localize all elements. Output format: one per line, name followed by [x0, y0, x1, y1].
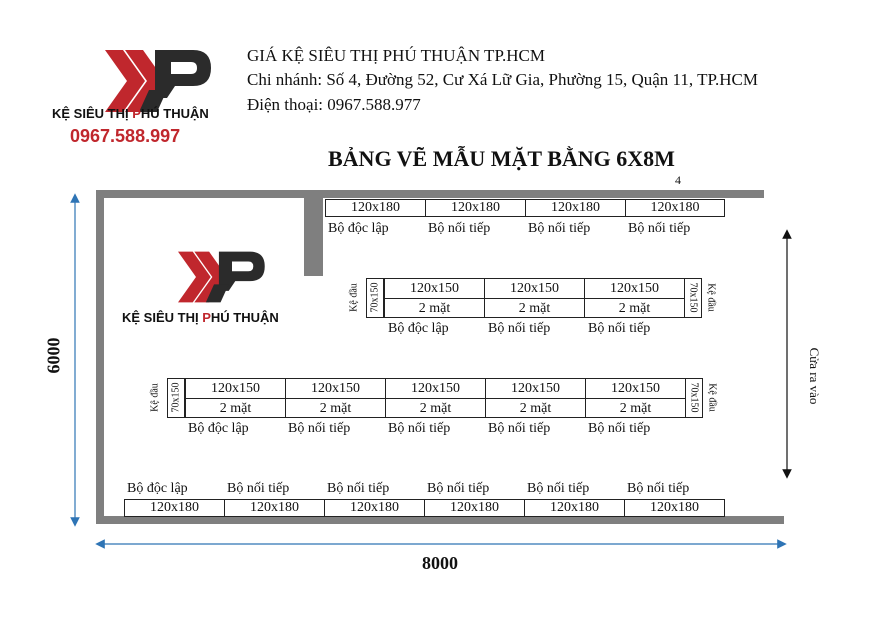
top-shelf-size: 120x180 — [625, 199, 725, 217]
logo-phone: 0967.588.997 — [70, 126, 181, 146]
lower-shelf-sides: 2 mặt — [285, 398, 386, 418]
watermark-logo — [120, 250, 320, 330]
bottom-shelf-label: Bộ nối tiếp — [527, 481, 590, 496]
bottom-shelf-label: Bộ độc lập — [127, 481, 188, 496]
bottom-shelf-size: 120x180 — [324, 499, 425, 517]
middle-shelf-sides: 2 mặt — [584, 298, 685, 318]
middle-shelf-size: 120x150 — [484, 278, 585, 299]
top-shelf-label: Bộ độc lập — [328, 221, 389, 236]
lower-shelf-size: 120x150 — [485, 378, 586, 399]
bottom-shelf-size: 120x180 — [624, 499, 725, 517]
lower-shelf-size: 120x150 — [385, 378, 486, 399]
lower-end-label-left: Kệ đầu — [149, 383, 161, 412]
middle-shelf-size: 120x150 — [384, 278, 485, 299]
top-shelf-size: 120x180 — [525, 199, 626, 217]
watermark-brand-text: KỆ SIÊU THỊ PHÚ THUẬN — [122, 310, 279, 325]
middle-end-label-left: Kệ đầu — [348, 283, 360, 312]
middle-shelf-sides: 2 mặt — [384, 298, 485, 318]
top-shelf-label: Bộ nối tiếp — [628, 221, 691, 236]
lower-end-label-right: Kệ đầu — [706, 383, 718, 412]
company-phone: Điện thoại: 0967.588.977 — [247, 95, 421, 114]
middle-end-size-left: 70x150 — [369, 282, 381, 313]
bottom-shelf-size: 120x180 — [424, 499, 525, 517]
top-shelf-size: 120x180 — [425, 199, 526, 217]
lower-shelf-size: 120x150 — [285, 378, 386, 399]
lower-shelf-label: Bộ nối tiếp — [288, 421, 351, 436]
middle-end-size-right: 70x150 — [687, 282, 699, 313]
lower-shelf-size: 120x150 — [585, 378, 686, 399]
company-address: Chi nhánh: Số 4, Đường 52, Cư Xá Lữ Gia, Phường 15, Quận 11, TP.HCM — [247, 70, 759, 89]
middle-shelf-label: Bộ nối tiếp — [488, 321, 551, 336]
company-name: GIÁ KỆ SIÊU THỊ PHÚ THUẬN TP.HCM — [247, 46, 545, 65]
lower-end-size-right: 70x150 — [688, 382, 700, 413]
lower-end-size-left: 70x150 — [170, 382, 182, 413]
lower-shelf-label: Bộ độc lập — [188, 421, 249, 436]
page-title: BẢNG VẼ MẪU MẶT BẰNG 6X8M — [328, 146, 675, 171]
bottom-shelf-size: 120x180 — [124, 499, 225, 517]
wall-top — [96, 190, 764, 198]
wall-left — [96, 190, 104, 523]
top-shelf-label: Bộ nối tiếp — [528, 221, 591, 236]
middle-shelf-sides: 2 mặt — [484, 298, 585, 318]
bottom-shelf-size: 120x180 — [524, 499, 625, 517]
middle-shelf-label: Bộ độc lập — [388, 321, 449, 336]
lower-shelf-label: Bộ nối tiếp — [588, 421, 651, 436]
logo — [50, 40, 240, 150]
logo-mark-icon — [105, 48, 215, 114]
wall-bottom — [96, 516, 784, 524]
door-label: Cửa ra vào — [807, 347, 822, 405]
bottom-shelf-label: Bộ nối tiếp — [427, 481, 490, 496]
lower-shelf-label: Bộ nối tiếp — [388, 421, 451, 436]
lower-shelf-sides: 2 mặt — [185, 398, 286, 418]
lower-shelf-sides: 2 mặt — [485, 398, 586, 418]
wall-number: 4 — [675, 173, 681, 187]
top-shelf-label: Bộ nối tiếp — [428, 221, 491, 236]
middle-shelf-label: Bộ nối tiếp — [588, 321, 651, 336]
bottom-shelf-size: 120x180 — [224, 499, 325, 517]
watermark-logo-mark-icon — [178, 250, 268, 304]
height-dimension-label: 6000 — [43, 337, 64, 374]
middle-end-label-right: Kệ đầu — [705, 283, 717, 312]
lower-shelf-size: 120x150 — [185, 378, 286, 399]
bottom-shelf-label: Bộ nối tiếp — [227, 481, 290, 496]
lower-shelf-label: Bộ nối tiếp — [488, 421, 551, 436]
logo-brand-text: KỆ SIÊU THỊ PHÚ THUẬN — [52, 106, 209, 121]
bottom-shelf-label: Bộ nối tiếp — [327, 481, 390, 496]
middle-shelf-size: 120x150 — [584, 278, 685, 299]
width-dimension-label: 8000 — [422, 553, 458, 573]
lower-shelf-sides: 2 mặt — [385, 398, 486, 418]
lower-shelf-sides: 2 mặt — [585, 398, 686, 418]
bottom-shelf-label: Bộ nối tiếp — [627, 481, 690, 496]
top-shelf-size: 120x180 — [325, 199, 426, 217]
